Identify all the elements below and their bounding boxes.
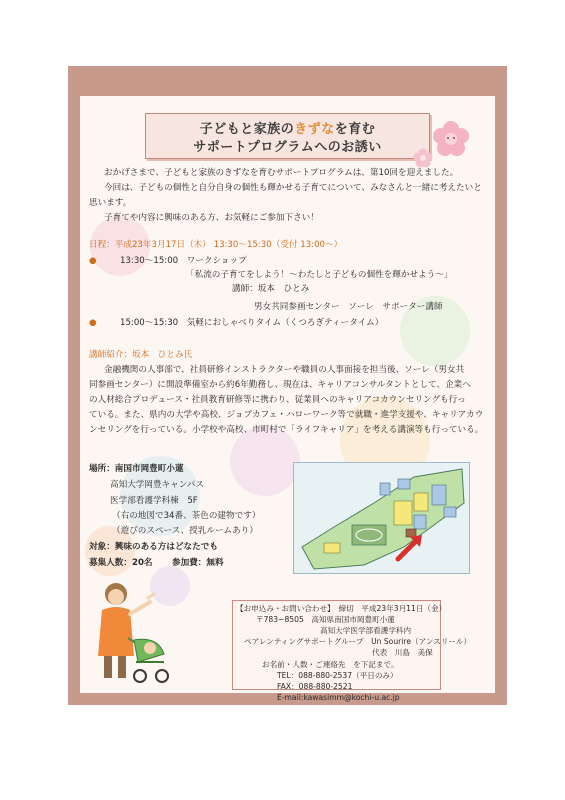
contact-representative: 代表 川島 美保: [372, 648, 433, 657]
intro-line-4: 子育てや内容に興味のある方、お気軽にご参加下さい！: [104, 213, 319, 223]
schedule-item-1-time: 13:30〜15:00 ワークショップ: [120, 256, 247, 266]
venue-line-5: （遊びのスペース、授乳ルームあり）: [112, 526, 258, 536]
intro-line-1: おかげさまで、子どもと家族のきずなを育むサポートプログラムは、第10回を迎えました。: [104, 168, 459, 178]
contact-instruction: お名前・人数・ご連絡先 を下記まで。: [262, 660, 399, 669]
fee-text: 参加費：無料: [172, 558, 224, 568]
schedule-date: 日程：平成23年3月17日（木） 13:30〜15:30（受付 13:00〜）: [89, 240, 343, 250]
lecturer-bio-line: の人材総合プロデュース・社員教育研修等に携わり、従業員へのキャリアコカウンセリングも行っ: [89, 395, 466, 405]
flower-icon: [413, 148, 433, 168]
contact-group: ペアレンティングサポートグループ Un Sourire（アンスリール）: [244, 637, 472, 646]
intro-line-3: 思います。: [89, 198, 132, 208]
title-banner: [145, 113, 430, 159]
flower-icon: [432, 120, 470, 158]
contact-email[interactable]: E-mail:kawasimm@kochi-u.ac.jp: [277, 693, 400, 702]
venue-line-2: 高知大学岡豊キャンパス: [110, 480, 204, 490]
lecturer-heading: 講師紹介：坂本 ひとみ氏: [89, 350, 193, 360]
contact-heading: 【お申込み・お問い合わせ】 締切 平成23年3月11日（金）: [236, 604, 447, 613]
target-text: 対象：興味のある方はどなたでも: [89, 542, 218, 552]
venue-line-3: 医学部看護学科棟 5F: [110, 496, 198, 506]
bullet-icon: ●: [89, 318, 97, 328]
title-line-2: サポートプログラムへのお誘い: [193, 140, 382, 155]
venue-label: 場所：南国市岡豊町小蓮: [89, 464, 184, 474]
lecturer-bio-line: 同参画センター）に開設準備室から約6年勤務し、現在は、キャリアコンサルタントとして、企業へ: [89, 380, 471, 390]
title-line-1: 子どもと家族のきずなを育む: [199, 122, 376, 137]
contact-department: 高知大学医学部看護学科内: [320, 626, 412, 635]
lecturer-bio-line: ている。また、県内の大学や高校、ジョブカフェ・ハローワーク等で就職・進学支援や、キャリアカウ: [89, 410, 484, 420]
campus-map: [293, 462, 470, 574]
lecturer-bio-line: 金融機関の人事部で、社員研修インストラクターや職員の人事面接を担当後、ソーレ（男女共: [104, 365, 465, 375]
contact-tel: TEL：088-880-2537（平日のみ）: [277, 671, 398, 680]
schedule-item-1-title: 「私流の子育てをしよう！〜わたしと子どもの個性を輝かせよう〜」: [186, 270, 453, 280]
title-kizuna: きずな: [294, 122, 335, 137]
capacity-text: 募集人数：20名: [89, 558, 153, 568]
bullet-icon: ●: [89, 256, 97, 266]
campus-map-image: [294, 463, 469, 573]
mother-stroller-illustration: [88, 580, 178, 690]
schedule-item-2: 15:00〜15:30 気軽におしゃべりタイム（くつろぎティータイム）: [120, 318, 384, 328]
schedule-item-1-affiliation: 男女共同参画センター ソーレ サポーター講師: [254, 302, 443, 312]
venue-line-4: （右の地図で34番、茶色の建物です）: [112, 511, 261, 521]
lecturer-bio-line: ンセリングを行っている。小学校や高校、市町村で「ライフキャリア」を考える講演等も行っている。: [89, 425, 484, 435]
intro-line-2: 今回は、子どもの個性と自分自身の個性も輝かせる子育てについて、みなさんと一緒に考えたいと: [104, 183, 482, 193]
contact-address: 〒783−8505 高知県南国市岡豊町小蓮: [256, 615, 395, 624]
contact-fax: FAX：088-880-2521: [277, 682, 353, 691]
schedule-item-1-lecturer: 講師：坂本 ひとみ: [232, 284, 310, 294]
